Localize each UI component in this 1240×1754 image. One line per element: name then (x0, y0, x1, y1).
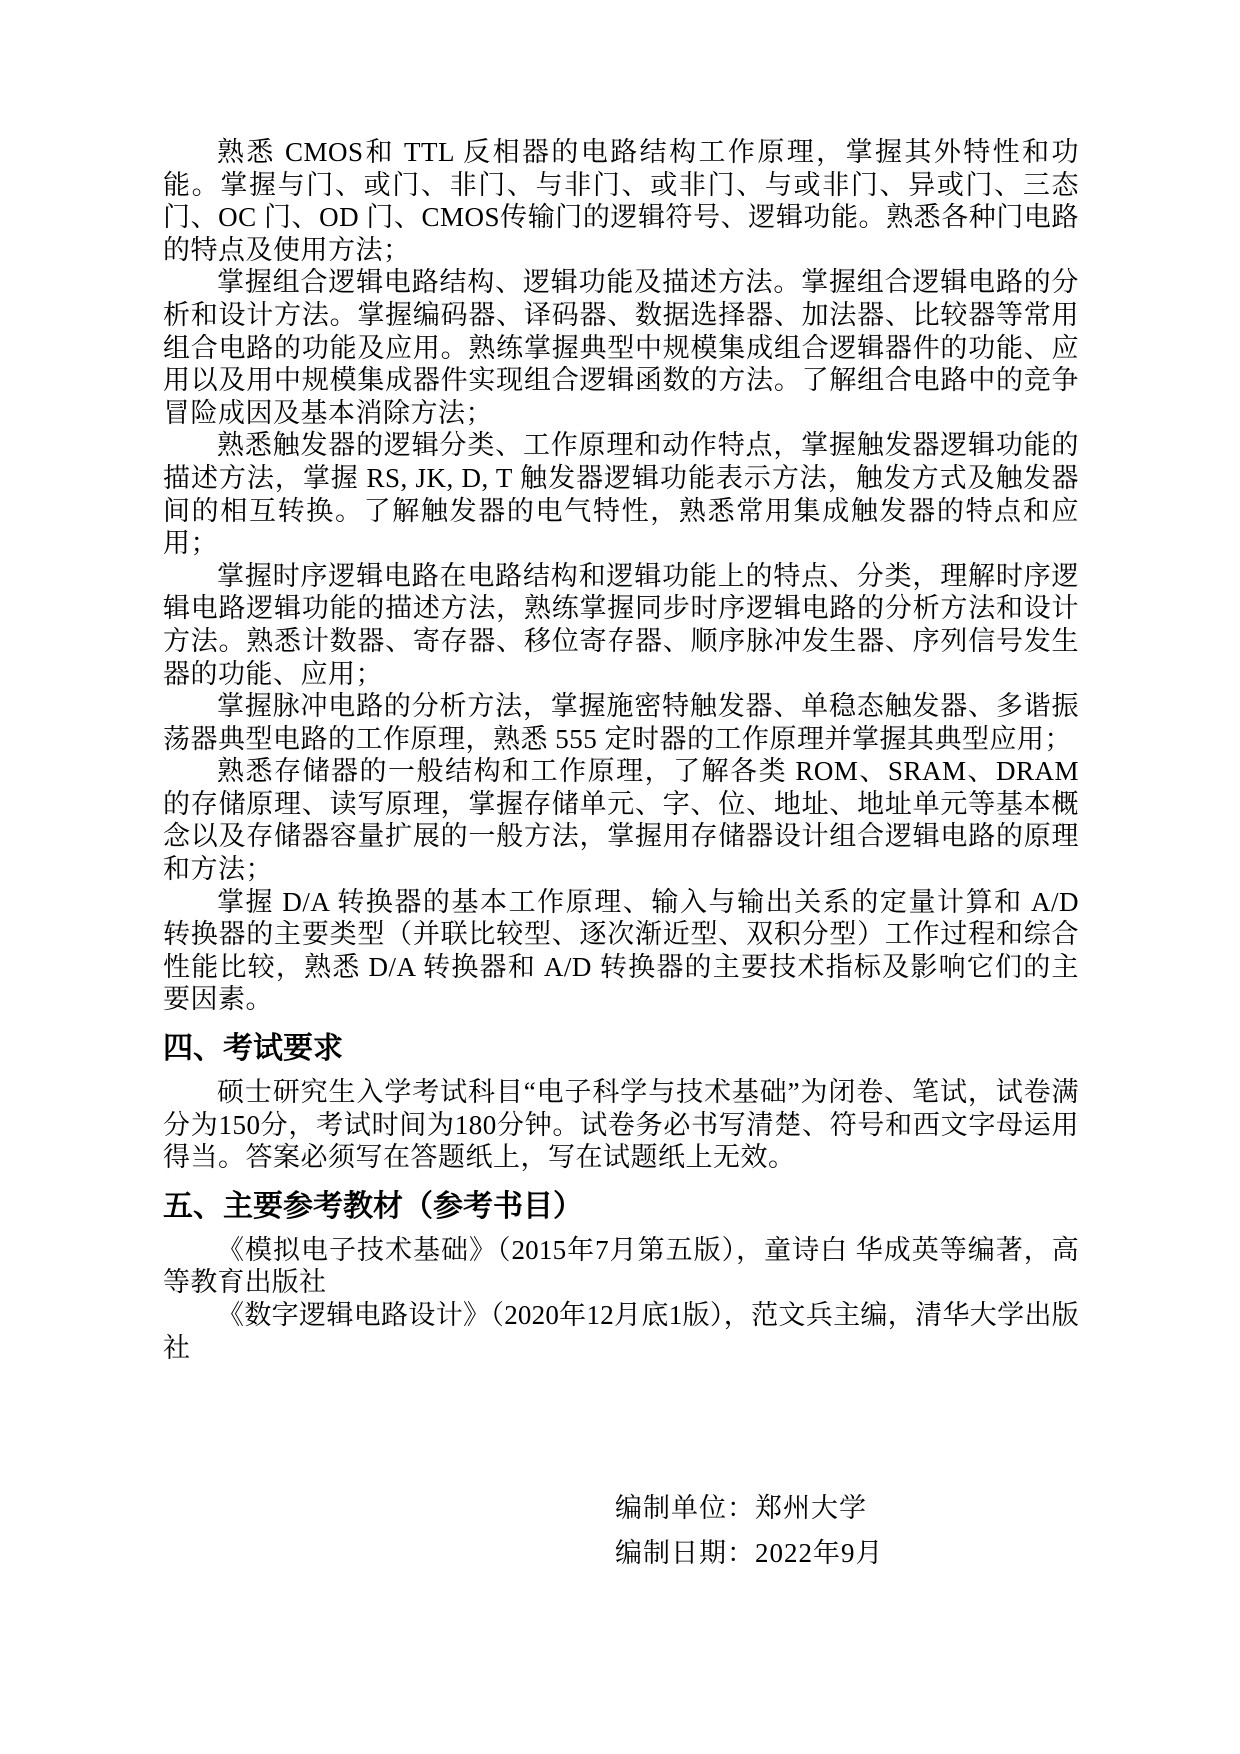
footer-block (163, 1492, 1079, 1569)
paragraph: 熟悉 CMOS和 TTL 反相器的电路结构工作原理，掌握其外特性和功能。掌握与门、或门、非门、与非门、或非门、与或非门、异或门、三态门、OC 门、OD 门、CMOS传输门的逻辑符号、逻辑功能。熟悉各种门电路的特点及使用方法； (163, 137, 1079, 265)
section5-heading: 五、主要参考教材（参考书目） (163, 1189, 583, 1223)
paragraph: 掌握时序逻辑电路在电路结构和逻辑功能上的特点、分类，理解时序逻辑电路逻辑功能的描述方法，熟练掌握同步时序逻辑电路的分析方法和设计方法。熟悉计数器、寄存器、移位寄存器、顺序脉冲发生器、序列信号发生器的功能、应用； (163, 560, 1079, 689)
paragraph: 掌握脉冲电路的分析方法，掌握施密特触发器、单稳态触发器、多谐振荡器典型电路的工作原理，熟悉 555 定时器的工作原理并掌握其典型应用； (163, 691, 1079, 754)
paragraph: 掌握 D/A 转换器的基本工作原理、输入与输出关系的定量计算和 A/D 转换器的主要类型（并联比较型、逐次渐近型、双积分型）工作过程和综合性能比较，熟悉 D/A 转换器和 A/D 转换器的主要技术指标及影响它们的主要因素。 (163, 886, 1079, 1015)
section4-heading: 四、考试要求 (163, 1032, 343, 1066)
document-content (163, 136, 1079, 1581)
reference-book-item: 《数字逻辑电路设计》（2020年12月底1版），范文兵主编，清华大学出版社 (163, 1300, 1079, 1363)
footer-unit-line: 编制单位：郑州大学 (615, 1493, 867, 1524)
exam-content-paragraphs (163, 136, 1079, 1016)
section5-paragraphs (163, 1234, 1079, 1364)
paragraph: 熟悉存储器的一般结构和工作原理，了解各类 ROM、SRAM、DRAM 的存储原理、读写原理，掌握存储单元、字、位、地址、地址单元等基本概念以及存储器容量扩展的一般方法，掌握用存储器设计组合逻辑电路的原理和方法； (163, 756, 1079, 885)
reference-book-item: 《模拟电子技术基础》（2015年7月第五版），童诗白 华成英等编著，高等教育出版社 (163, 1234, 1079, 1298)
footer-date-line: 编制日期：2022年9月 (615, 1537, 884, 1568)
paragraph: 硕士研究生入学考试科目“电子科学与技术基础”为闭卷、笔试，试卷满分为150分，考试时间为180分钟。试卷务必书写清楚、符号和西文字母运用得当。答案必须写在答题纸上，写在试题纸上无效。 (163, 1077, 1079, 1173)
paragraph: 熟悉触发器的逻辑分类、工作原理和动作特点，掌握触发器逻辑功能的描述方法，掌握 RS, JK, D, T 触发器逻辑功能表示方法，触发方式及触发器间的相互转换。了解触发器的电气特性，熟悉常用集成触发器的特点和应用； (163, 430, 1079, 559)
paragraph: 掌握组合逻辑电路结构、逻辑功能及描述方法。掌握组合逻辑电路的分析和设计方法。掌握编码器、译码器、数据选择器、加法器、比较器等常用组合电路的功能及应用。熟练掌握典型中规模集成组合逻辑器件的功能、应用以及用中规模集成器件实现组合逻辑函数的方法。了解组合电路中的竞争冒险成因及基本消除方法； (163, 267, 1079, 428)
section4-paragraphs (163, 1076, 1079, 1174)
